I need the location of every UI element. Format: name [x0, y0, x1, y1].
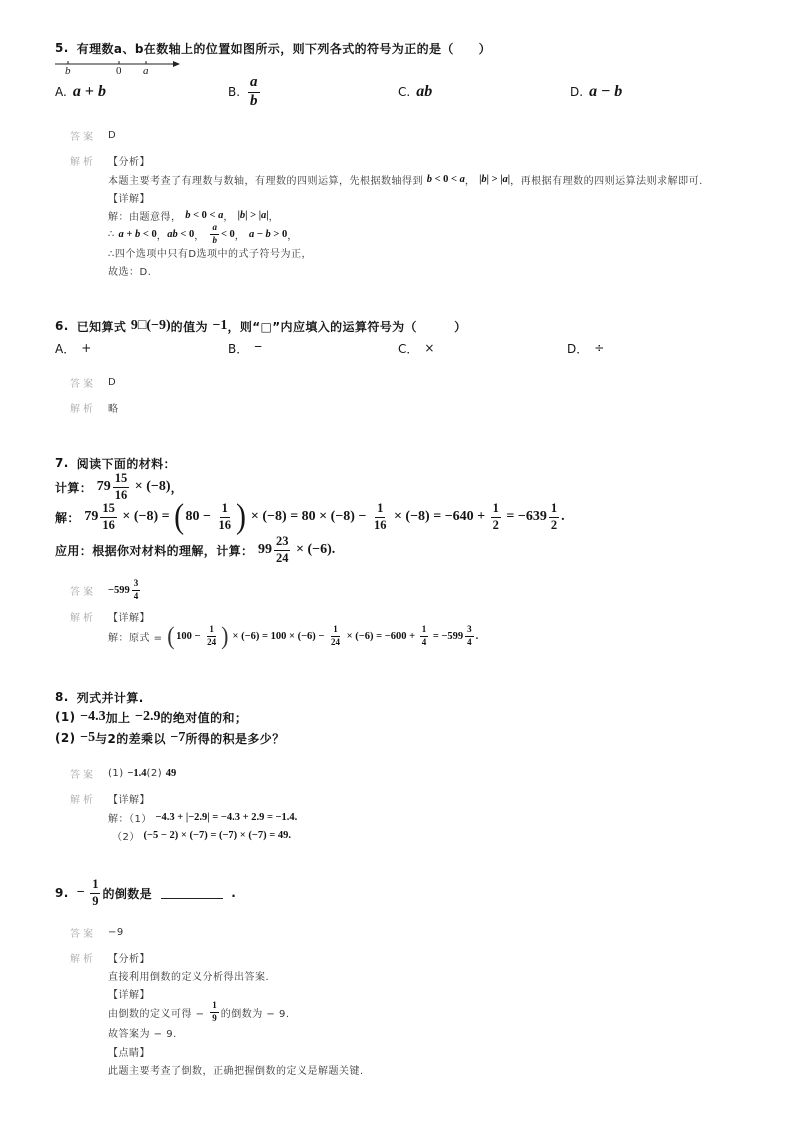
text-run: 解：（1） [108, 813, 156, 825]
q8-stem-line [55, 728, 285, 748]
option-expression [73, 83, 106, 101]
text-run: 故选：D. [108, 266, 152, 278]
text-run: 【详解】 [108, 989, 150, 1001]
fraction-denominator: 2 [492, 517, 499, 532]
math-expression: × (−8) = 80 × (−8) − [247, 509, 370, 524]
fraction [465, 625, 474, 647]
text-run: ， [194, 230, 209, 242]
answer-label: 答案 [70, 769, 96, 781]
text-run: 略 [108, 403, 119, 415]
fraction [274, 535, 291, 564]
math-expression: . [475, 630, 479, 642]
analysis-line [108, 153, 150, 168]
text-run: 列式并计算. [76, 690, 144, 705]
analysis-row [70, 948, 150, 966]
option-label: A． [55, 341, 76, 356]
math-expression: × (−8) [131, 479, 171, 494]
text-run: + [81, 341, 92, 355]
number-line-label-a: a [143, 65, 149, 77]
analysis-line [108, 1060, 364, 1078]
fraction-numerator: 1 [210, 1001, 219, 1012]
fraction-numerator [210, 223, 219, 234]
math-expression: a − b [589, 83, 623, 100]
math-expression: × (−6) = −600 + [344, 630, 418, 642]
math-expression: 79 [84, 509, 99, 524]
math-expression: b < 0 < a [185, 209, 224, 221]
analysis-line-content [108, 621, 479, 650]
question-number: 8. [55, 690, 69, 704]
analysis-line-content [112, 828, 291, 843]
text-run: 的值为 [170, 319, 213, 334]
math-expression: a + b < 0 [118, 228, 157, 240]
fraction [248, 75, 260, 110]
math-variable: b [185, 209, 191, 221]
math-variable: a [118, 228, 124, 240]
math-expression: 80 − [185, 509, 215, 524]
text-run: ， [464, 175, 480, 187]
analysis-line [108, 808, 297, 826]
analysis-line [108, 966, 269, 984]
q9-stem [55, 878, 236, 908]
math-variable: ab [416, 83, 433, 100]
analysis-label: 解析 [70, 953, 96, 965]
answer-row [70, 577, 142, 603]
math-variable: b [481, 173, 487, 185]
text-run: 的倒数是 [102, 886, 157, 901]
analysis-line [108, 243, 312, 261]
math-variable: b [426, 173, 432, 185]
stem-text [55, 730, 285, 747]
text-run: D [108, 376, 117, 388]
analysis-line [108, 170, 703, 188]
analysis-line-content [108, 810, 297, 825]
text-run: (2) [146, 767, 166, 779]
text-run: 的绝对值的和； [160, 710, 248, 725]
math-expression: = −639 [502, 509, 547, 524]
math-variable: a [218, 209, 224, 221]
text-run: 计算： [55, 480, 97, 495]
q7-stem-line [55, 533, 335, 567]
fraction-denominator [248, 93, 260, 110]
analysis-row [70, 398, 119, 416]
option-expression [254, 340, 262, 356]
text-run: 解：由题意得， [108, 211, 186, 223]
fraction [491, 502, 501, 531]
fraction-denominator: 24 [207, 636, 217, 647]
text-run: 故答案为 − 9. [108, 1028, 177, 1040]
analysis-line [112, 826, 291, 844]
math-variable: b [212, 234, 217, 245]
q6-stem [55, 316, 467, 336]
analysis-line-content [108, 223, 298, 245]
option-b [228, 338, 262, 358]
question-number: 5. [55, 41, 69, 55]
option-label: D． [567, 341, 589, 356]
analysis-line-content [108, 190, 150, 205]
number-line-label-zero: 0 [116, 65, 122, 77]
fraction-numerator: 23 [274, 535, 291, 550]
q5-stem [55, 38, 491, 58]
text-run: 【详解】 [108, 612, 150, 624]
math-expression: b < 0 < a [426, 173, 465, 185]
math-expression: − [254, 340, 263, 355]
answer-text [108, 377, 116, 388]
fraction-denominator: 9 [212, 1012, 217, 1023]
option-d [567, 338, 605, 358]
text-run: 所得的积是多少？ [185, 731, 285, 746]
fraction-numerator: 1 [207, 625, 216, 636]
math-variable: b [135, 228, 141, 240]
math-expression: 100 − [176, 630, 204, 642]
fraction-denominator: 24 [275, 550, 289, 565]
fraction [329, 625, 342, 647]
question-number: 6. [55, 319, 69, 333]
fraction [549, 502, 559, 531]
analysis-line-content [108, 1001, 290, 1023]
option-c [398, 75, 432, 109]
text-run: 【详解】 [108, 794, 150, 806]
answer-blank [161, 888, 223, 899]
text-run: ， [223, 211, 238, 223]
option-a [55, 338, 92, 358]
fraction-denominator: 16 [218, 517, 232, 532]
fraction-numerator [248, 75, 260, 93]
math-expression: − [76, 885, 89, 900]
text-run: ， [234, 230, 249, 242]
math-expression: |b| > |a| [237, 209, 269, 221]
fraction-denominator: 2 [550, 517, 558, 532]
math-variable: b [239, 209, 246, 221]
answer-label: 答案 [70, 131, 96, 143]
math-expression: −599 [108, 584, 130, 596]
math-expression: × (−6). [292, 542, 336, 557]
text-run: ， [287, 230, 298, 242]
fraction [372, 502, 389, 531]
stem-text [77, 455, 176, 472]
fraction [205, 625, 218, 647]
text-run: ÷ [594, 341, 605, 355]
option-expression [246, 75, 262, 110]
math-expression: ab < 0 [167, 228, 195, 240]
fraction [217, 502, 234, 531]
text-run: （2） [112, 831, 144, 843]
option-expression [424, 341, 434, 355]
answer-row [70, 764, 176, 782]
analysis-line-content [108, 208, 279, 223]
answer-row [70, 923, 124, 941]
stem-text [55, 535, 335, 564]
answer-row [70, 126, 116, 144]
option-c [398, 338, 435, 358]
fraction [132, 579, 141, 601]
number-line-label-b: b [65, 65, 71, 77]
option-label: A. [55, 85, 67, 99]
big-parenthesis: ( [174, 497, 185, 536]
math-expression: −2.9 [134, 709, 161, 724]
fraction-denominator: 9 [92, 893, 99, 908]
math-expression: = −599 [430, 630, 464, 642]
fraction-numerator: 1 [220, 502, 230, 517]
analysis-label: 解析 [70, 794, 96, 806]
analysis-line-content [108, 1025, 177, 1040]
math-expression [416, 83, 432, 101]
big-parenthesis: ( [167, 621, 176, 650]
stem-text [77, 40, 491, 57]
math-variable: b [250, 92, 258, 109]
analysis-line [108, 1042, 150, 1060]
text-run: 直接利用倒数的定义分析得出答案. [108, 971, 270, 983]
analysis-label: 解析 [70, 403, 96, 415]
fraction-denominator: 4 [421, 636, 427, 647]
text-run: 解：原式 = [108, 632, 167, 644]
analysis-line [108, 950, 150, 965]
analysis-line [108, 999, 290, 1025]
option-expression [81, 341, 91, 355]
fraction-denominator: 4 [467, 636, 472, 647]
analysis-line-content [108, 1062, 364, 1077]
fraction-denominator: 16 [114, 487, 128, 502]
option-label: B． [228, 341, 249, 356]
math-expression: −1.4 [127, 767, 147, 779]
text-run: 加上 [105, 710, 135, 725]
analysis-line [108, 261, 151, 279]
fraction-numerator: 1 [491, 502, 501, 517]
fraction [210, 223, 219, 245]
math-expression: 9□(−9) [130, 318, 171, 333]
math-variable: a [261, 209, 267, 221]
text-run: × [424, 341, 435, 355]
text-run: (1) [55, 710, 81, 724]
text-run: 应用：根据你对材料的理解，计算： [55, 543, 258, 558]
fraction-numerator: 1 [90, 878, 100, 893]
question-number: 7. [55, 456, 69, 470]
q8-stem-line [55, 707, 247, 727]
text-run: 由倒数的定义可得 − [108, 1008, 209, 1020]
text-run: ， [268, 211, 280, 223]
answer-text [108, 927, 124, 938]
math-expression: 99 [257, 542, 272, 557]
analysis-line-content [108, 968, 269, 983]
fraction [210, 1001, 219, 1023]
option-expression [594, 341, 604, 355]
math-variable: ab [167, 228, 178, 240]
analysis-line-content [108, 1044, 150, 1059]
stem-text [77, 878, 236, 907]
text-run: 本题主要考查了有理数与数轴，有理数的四则运算，先根据数轴得到 [108, 175, 427, 187]
option-label: C. [398, 85, 411, 99]
text-run: 【分析】 [108, 156, 150, 168]
fraction-denominator: 4 [133, 590, 139, 601]
stem-text [55, 497, 565, 536]
text-run: ∴ [108, 228, 119, 240]
fraction-numerator: 3 [132, 579, 141, 590]
analysis-label: 解析 [70, 156, 96, 168]
math-expression: × (−8) = [118, 509, 174, 524]
fraction [90, 878, 100, 907]
math-expression: a + b [72, 83, 106, 100]
big-parenthesis: ) [221, 621, 229, 650]
text-run: 此题主要考查了倒数，正确把握倒数的定义是解题关键. [108, 1065, 364, 1077]
math-expression: < 0 [220, 228, 235, 240]
fraction-numerator: 15 [100, 502, 117, 517]
fraction-numerator: 1 [420, 625, 429, 636]
option-expression [416, 83, 432, 101]
math-expression: 49 [165, 767, 177, 779]
fraction-numerator: 1 [331, 625, 340, 636]
answer-text [108, 130, 116, 141]
q7-stem-line [55, 498, 565, 536]
answer-label: 答案 [70, 928, 96, 940]
option-a [55, 75, 106, 109]
stem-text [55, 709, 247, 726]
text-run: (2) [55, 731, 81, 745]
answer-label: 答案 [70, 586, 96, 598]
analysis-line-content [108, 172, 703, 187]
fraction-denominator: 16 [102, 517, 115, 532]
text-run: ， [156, 230, 168, 242]
math-expression: −4.3 + |−2.9| = −4.3 + 2.9 = −1.4. [155, 811, 298, 823]
option-label: D. [570, 85, 584, 99]
math-expression: −5 [80, 730, 96, 745]
math-expression: |b| > |a| [479, 173, 511, 185]
text-run: ∴四个选项中只有D选项中的式子符号为正， [108, 248, 313, 260]
fraction-numerator: 3 [465, 625, 474, 636]
analysis-line [108, 400, 119, 415]
analysis-row [70, 789, 150, 807]
text-run: 与2的差乘以 [95, 731, 171, 746]
math-expression: . [561, 509, 565, 524]
text-run: 【点睛】 [108, 1047, 150, 1059]
analysis-line [108, 188, 150, 206]
big-parenthesis: ) [236, 497, 247, 536]
option-expression [589, 83, 622, 101]
option-label: B. [228, 85, 241, 99]
math-variable: a [589, 83, 598, 100]
math-variable: a [459, 173, 465, 185]
number-line-arrow [173, 61, 180, 67]
analysis-line-content [108, 245, 312, 260]
fraction-denominator: 16 [373, 517, 387, 532]
fraction-denominator: 24 [331, 636, 341, 647]
math-variable: a [502, 173, 508, 185]
text-run: 【详解】 [108, 193, 150, 205]
fraction [420, 625, 429, 647]
q8-stem [55, 687, 144, 707]
text-run: 解： [55, 510, 85, 525]
stem-text [77, 689, 144, 706]
text-run: 有理数a、b在数轴上的位置如图所示，则下列各式的符号为正的是（ ） [76, 41, 492, 56]
fraction [100, 502, 117, 531]
option-label: C． [398, 341, 419, 356]
analysis-line [108, 791, 150, 806]
math-expression: (−5 − 2) × (−7) = (−7) × (−7) = 49. [143, 829, 291, 841]
math-expression: × (−6) = 100 × (−6) − [229, 630, 328, 642]
math-expression: −4.3 [80, 709, 106, 724]
option-d [570, 75, 622, 109]
math-expression: −1 [212, 318, 228, 333]
math-variable: b [265, 228, 271, 240]
text-run: ， [170, 480, 183, 495]
fraction-numerator: 1 [375, 502, 385, 517]
math-variable: a [250, 73, 258, 90]
stem-text [77, 318, 467, 335]
math-variable: b [614, 83, 623, 100]
fraction-numerator: 15 [113, 472, 130, 487]
math-variable: a [212, 222, 217, 233]
analysis-line [108, 1023, 177, 1041]
text-run: −9 [108, 926, 124, 938]
math-expression: a − b > 0 [248, 228, 288, 240]
answer-label: 答案 [70, 378, 96, 390]
analysis-line [108, 622, 478, 650]
math-expression: × (−8) = −640 + [390, 509, 489, 524]
analysis-line-content [108, 263, 151, 278]
text-run: D [108, 129, 117, 141]
math-variable: a [248, 228, 255, 240]
text-run: 的倒数为 − 9. [220, 1008, 290, 1020]
text-run: 【分析】 [108, 953, 150, 965]
analysis-label: 解析 [70, 612, 96, 624]
text-run: 阅读下面的材料： [76, 456, 176, 471]
text-run: . [226, 886, 237, 900]
math-variable: b [97, 83, 106, 100]
analysis-row [70, 151, 150, 169]
math-variable: a [72, 83, 81, 100]
text-run: (1) [108, 767, 128, 779]
answer-text [108, 768, 176, 779]
answer-text [108, 579, 142, 601]
math-expression: 79 [96, 479, 111, 494]
question-number: 9. [55, 886, 69, 900]
math-expression: −7 [170, 730, 186, 745]
text-run: 已知算式 [76, 319, 131, 334]
text-run: ，再根据有理数的四则运算法则求解即可. [510, 175, 703, 187]
answer-row [70, 373, 116, 391]
option-b [228, 75, 262, 109]
fraction-numerator: 1 [549, 502, 559, 517]
text-run: ，则“□”内应填入的运算符号为（ ） [227, 319, 467, 334]
